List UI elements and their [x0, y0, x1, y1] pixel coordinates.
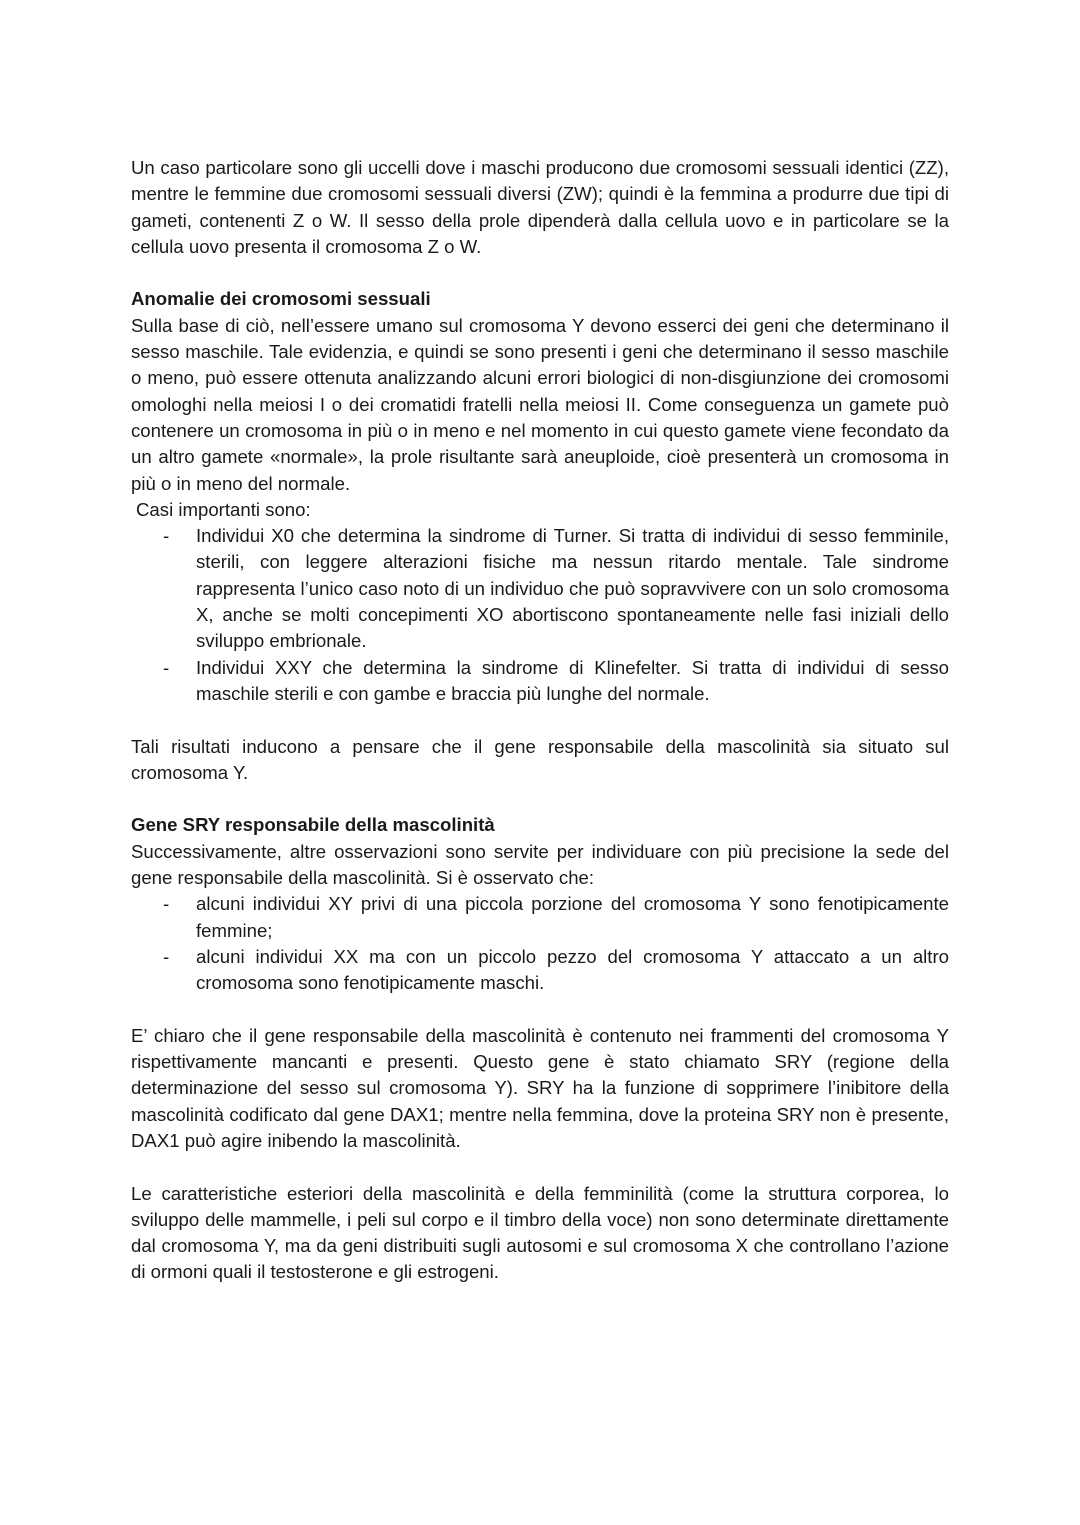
- paragraph-sry: Successivamente, altre osservazioni sono servite per individuare con più precisione la sede del gene responsabile della mascolinità. Si è osservato che:: [131, 840, 949, 889]
- dash-bullet: -: [163, 893, 170, 915]
- paragraph-sry-function: E’ chiaro che il gene responsabile della mascolinità è contenuto nei frammenti del cromosoma Y rispettivamente mancanti e presenti. Questo gene è stato chiamato SRY (regione della determinazione del sesso sul cromosoma Y). SRY ha la funzione di sopprimere l’inibitore della mascolinità codificato dal gene DAX1; mentre nella femmina, dove la proteina SRY non è presente, DAX1 può agire inibendo la mascolinità.: [131, 1024, 949, 1151]
- heading-anomalies: Anomalie dei cromosomi sessuali: [131, 288, 431, 310]
- heading-sry: Gene SRY responsabile della mascolinità: [131, 814, 495, 836]
- sry-list: [131, 891, 949, 996]
- paragraph-conclusion: Tali risultati inducono a pensare che il gene responsabile della mascolinità sia situato sul cromosoma Y.: [131, 735, 949, 783]
- spacer: [131, 1154, 949, 1180]
- list-item: [131, 655, 949, 708]
- spacer: [131, 997, 949, 1023]
- list-item: [131, 523, 949, 654]
- dash-bullet: -: [163, 525, 170, 547]
- paragraph-anomalies: Sulla base di ciò, nell’essere umano sul cromosoma Y devono esserci dei geni che determinano il sesso maschile. Tale evidenzia, e quindi se sono presenti i geni che determinano il sesso maschile o meno, può essere ottenuta analizzando alcuni errori biologici di non-disgiunzione dei cromosomi omologhi nella meiosi I o dei cromatidi fratelli nella meiosi II. Come conseguenza un gamete può contenere un cromosoma in più o in meno e nel momento in cui questo gamete viene fecondato da un altro gamete «normale», la prole risultante sarà aneuploide, cioè presenterà un cromosoma in più o in meno del normale.: [131, 314, 949, 494]
- paragraph-birds: Un caso particolare sono gli uccelli dove i maschi producono due cromosomi sessuali identici (ZZ), mentre le femmine due cromosomi sessuali diversi (ZW); quindi è la femmina a produrre due tipi di gameti, contenenti Z o W. Il sesso della prole dipenderà dalla cellula uovo e in particolare se la cellula uovo presenta il cromosoma Z o W.: [131, 157, 949, 257]
- list-item-text: Individui XXY che determina la sindrome di Klinefelter. Si tratta di individui di sesso maschile sterili e con gambe e braccia più lunghe del normale.: [196, 656, 949, 704]
- anomalies-list: [131, 523, 949, 707]
- dash-bullet: -: [163, 945, 170, 967]
- list-intro: Casi importanti sono:: [136, 498, 311, 520]
- paragraph-characteristics: Le caratteristiche esteriori della mascolinità e della femminilità (come la struttura corporea, lo sviluppo delle mammelle, i peli sul corpo e il timbro della voce) non sono determinate direttamente dal cromosoma Y, ma da geni distribuiti sugli autosomi e sul cromosoma X che controllano l’azione di ormoni quali il testosterone e gli estrogeni.: [131, 1182, 949, 1283]
- list-item-text: alcuni individui XY privi di una piccola porzione del cromosoma Y sono fenotipicamente femmine;: [196, 893, 949, 941]
- list-item: [131, 944, 949, 997]
- list-item-text: alcuni individui XX ma con un piccolo pezzo del cromosoma Y attaccato a un altro cromosoma sono fenotipicamente maschi.: [196, 945, 949, 994]
- list-item: [131, 891, 949, 944]
- list-item-text: Individui X0 che determina la sindrome di Turner. Si tratta di individui di sesso femminile, sterili, con leggere alterazioni fisiche ma nessun ritardo mentale. Tale sindrome rappresenta l’unico caso noto di un individuo che può sopravvivere con un solo cromosoma X, anche se molti concepimenti XO abortiscono spontaneamente nelle fasi iniziali dello sviluppo embrionale.: [196, 525, 949, 652]
- spacer: [131, 707, 949, 733]
- dash-bullet: -: [163, 656, 170, 678]
- spacer: [131, 260, 949, 286]
- document-page: [131, 155, 949, 1286]
- spacer: [131, 786, 949, 812]
